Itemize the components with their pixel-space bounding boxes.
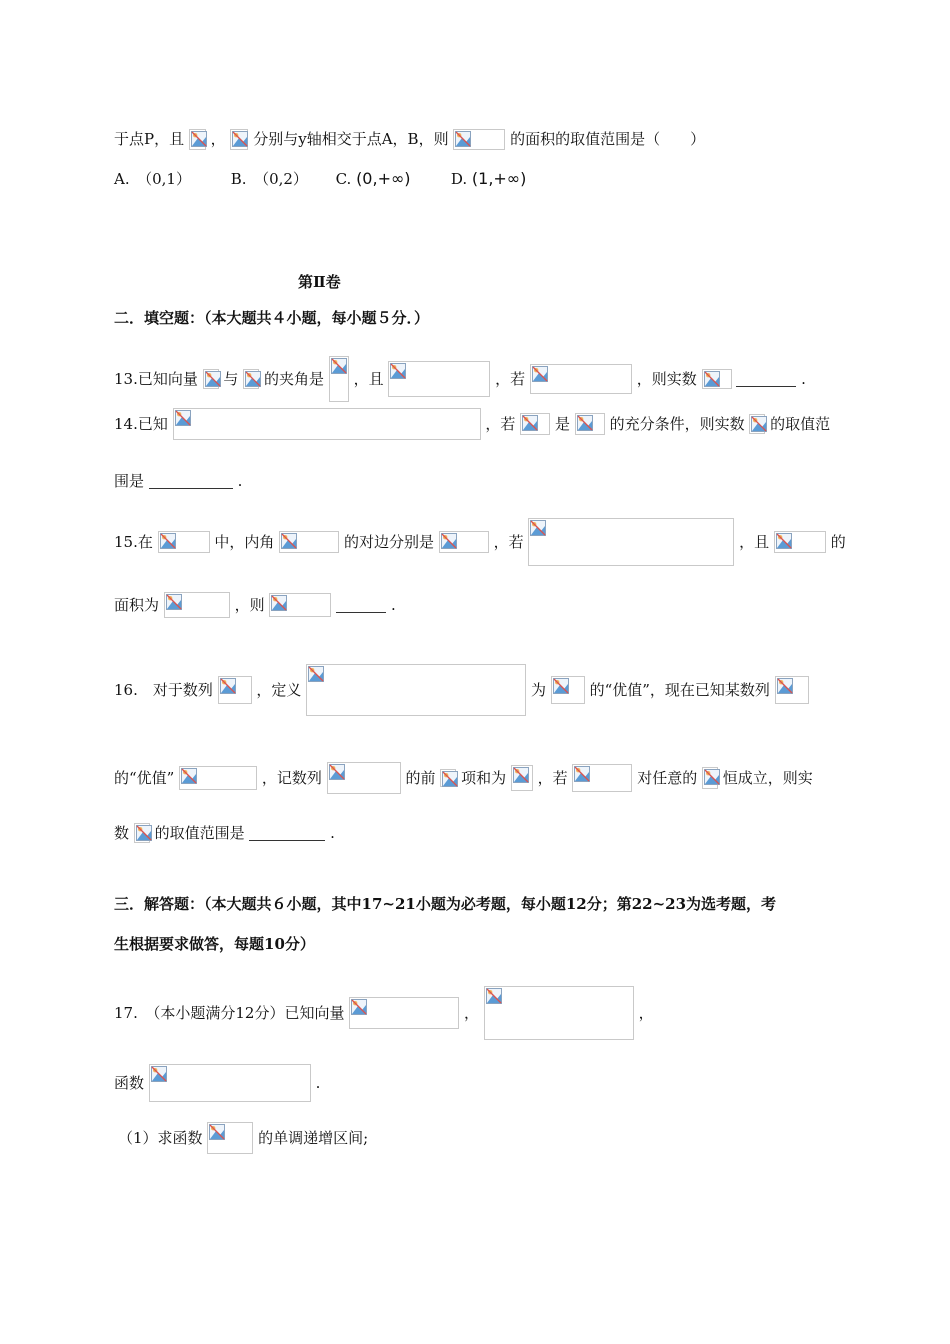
broken-image-icon [390, 363, 406, 379]
formula-image [158, 531, 210, 553]
formula-image [775, 676, 809, 704]
question-14 [114, 408, 840, 440]
q16-text: . [330, 824, 335, 842]
formula-image [306, 664, 526, 716]
broken-image-icon [136, 825, 152, 841]
q16-text: ，记数列 [261, 769, 322, 787]
q17-text: . [315, 1074, 321, 1092]
broken-image-icon [220, 678, 236, 694]
q15-text: ，若 [493, 533, 524, 551]
q16-text: 数 [114, 824, 130, 842]
formula-image [349, 997, 459, 1029]
broken-image-icon [553, 678, 569, 694]
formula-image [173, 408, 481, 440]
question-15-cont [114, 592, 840, 618]
formula-image [218, 676, 252, 704]
answer-blank [336, 598, 386, 613]
q15-text: 面积为 [114, 596, 160, 614]
broken-image-icon [522, 415, 538, 431]
answer-blank [736, 372, 796, 387]
broken-image-icon [191, 131, 207, 147]
broken-image-icon [331, 358, 347, 374]
q12-text: 的面积的取值范围是（ ） [510, 130, 706, 148]
broken-image-icon [205, 371, 221, 387]
formula-image [203, 369, 219, 389]
broken-image-icon [351, 999, 367, 1015]
q17-text: ， [638, 1004, 654, 1022]
broken-image-icon [329, 764, 345, 780]
fill-in-header: 二．填空题：（本大题共４小题，每小题５分．） [114, 309, 430, 327]
q13-text: . [801, 370, 806, 388]
q15-text: ，则 [234, 596, 265, 614]
q13-text: ，则实数 [636, 370, 697, 388]
q14-text: 的取值范 [770, 415, 831, 433]
q17-part1-text: 的单调递增区间; [258, 1129, 369, 1147]
q13-text: ，且 [353, 370, 384, 388]
formula-image [189, 129, 206, 150]
formula-image [149, 1064, 311, 1102]
option-d-value: (1,+∞) [471, 169, 527, 188]
q12-statement [114, 128, 840, 150]
formula-image [269, 593, 331, 617]
broken-image-icon [166, 594, 182, 610]
question-17-part1 [118, 1122, 840, 1154]
q16-text: 项和为 [461, 769, 507, 787]
q16-text: 的“优值”，现在已知某数列 [589, 681, 770, 699]
formula-image [528, 518, 734, 566]
q14-text: 是 [555, 415, 571, 433]
broken-image-icon [577, 415, 593, 431]
q15-text: . [390, 596, 396, 614]
q13-text: 13.已知向量 [114, 370, 198, 388]
q13-text: 的夹角是 [264, 370, 325, 388]
formula-image [243, 369, 259, 389]
q16-text: ，若 [537, 769, 568, 787]
q17-part1-text: （1）求函数 [118, 1129, 203, 1147]
q12-text: ， [210, 130, 226, 148]
formula-image [440, 769, 456, 787]
option-b: B. （0,2） [230, 170, 308, 188]
option-c-value: (0,+∞) [356, 169, 411, 188]
broken-image-icon [513, 767, 529, 783]
q15-text: 中，内角 [214, 533, 275, 551]
broken-image-icon [751, 416, 767, 432]
broken-image-icon [532, 366, 548, 382]
q16-text: 16. 对于数列 [114, 681, 213, 699]
q12-text: 分别与y轴相交于点A，B，则 [253, 130, 449, 148]
broken-image-icon [308, 666, 324, 682]
q16-text: 对任意的 [637, 769, 698, 787]
broken-image-icon [209, 1124, 225, 1140]
formula-image [230, 129, 248, 150]
formula-image [530, 364, 632, 394]
option-c-label: C. [335, 170, 352, 188]
question-15 [114, 518, 846, 566]
q16-text: 的前 [405, 769, 436, 787]
section-title: 第Ⅱ卷 [298, 273, 341, 291]
q16-text: 为 [531, 681, 547, 699]
broken-image-icon [441, 533, 457, 549]
formula-image [179, 766, 257, 790]
q17-text: ， [464, 1004, 480, 1022]
q17-text: 函数 [114, 1074, 145, 1092]
broken-image-icon [232, 131, 248, 147]
formula-image [551, 676, 585, 704]
q12-options [114, 168, 840, 189]
answer-blank [149, 474, 233, 489]
option-a: A. （0,1） [114, 170, 191, 188]
q13-text: ，若 [495, 370, 526, 388]
broken-image-icon [486, 988, 502, 1004]
q15-text: 的对边分别是 [344, 533, 435, 551]
broken-image-icon [160, 533, 176, 549]
q14-text: 的充分条件，则实数 [609, 415, 745, 433]
formula-image [575, 413, 605, 435]
q14-text: . [237, 472, 243, 490]
question-17-function [114, 1064, 840, 1102]
formula-image [774, 531, 826, 553]
q15-text: 15.在 [114, 533, 153, 551]
question-14-cont [114, 470, 840, 491]
broken-image-icon [704, 769, 720, 785]
q14-text: 围是 [114, 472, 145, 490]
broken-image-icon [442, 771, 458, 787]
broken-image-icon [777, 678, 793, 694]
question-17 [114, 986, 840, 1040]
broken-image-icon [181, 768, 197, 784]
q16-text: 的取值范围是 [154, 824, 245, 842]
formula-image [702, 767, 718, 789]
formula-image [279, 531, 339, 553]
question-16-cont1 [114, 762, 840, 794]
q14-text: ，若 [485, 415, 516, 433]
broken-image-icon [530, 520, 546, 536]
formula-image [572, 764, 632, 792]
option-d-label: D. [450, 170, 468, 188]
answer-section-header: 三．解答题：（本大题共６小题，其中17~21小题为必考题，每小题12分；第22~23为选考题，考 [114, 895, 777, 913]
question-13 [114, 356, 840, 402]
q17-text: 17. （本小题满分12分）已知向量 [114, 1004, 345, 1022]
q16-text: 恒成立，则实 [722, 769, 813, 787]
formula-image [520, 413, 550, 435]
formula-image [702, 369, 732, 389]
formula-image [134, 823, 150, 843]
broken-image-icon [574, 766, 590, 782]
broken-image-icon [704, 371, 720, 387]
broken-image-icon [151, 1066, 167, 1082]
q14-text: 14.已知 [114, 415, 168, 433]
question-16-cont2 [114, 822, 840, 843]
q15-text: ，且 [739, 533, 770, 551]
formula-image [749, 414, 765, 434]
formula-image [164, 592, 230, 618]
formula-image [484, 986, 634, 1040]
q16-text: ，定义 [256, 681, 302, 699]
question-16 [114, 664, 840, 716]
broken-image-icon [271, 595, 287, 611]
q15-text: 的 [830, 533, 846, 551]
broken-image-icon [455, 131, 471, 147]
q12-text: 于点P，且 [114, 130, 185, 148]
formula-image [453, 129, 505, 150]
broken-image-icon [776, 533, 792, 549]
q13-text: 与 [223, 370, 239, 388]
formula-image [511, 765, 533, 791]
broken-image-icon [175, 410, 191, 426]
q16-text: 的“优值” [114, 769, 175, 787]
answer-blank [249, 826, 325, 841]
formula-image [388, 361, 490, 397]
broken-image-icon [245, 371, 261, 387]
answer-section-header-cont: 生根据要求做答，每题10分） [114, 935, 315, 953]
broken-image-icon [281, 533, 297, 549]
formula-image [439, 531, 489, 553]
formula-image [327, 762, 401, 794]
formula-image [329, 356, 349, 402]
formula-image [207, 1122, 253, 1154]
